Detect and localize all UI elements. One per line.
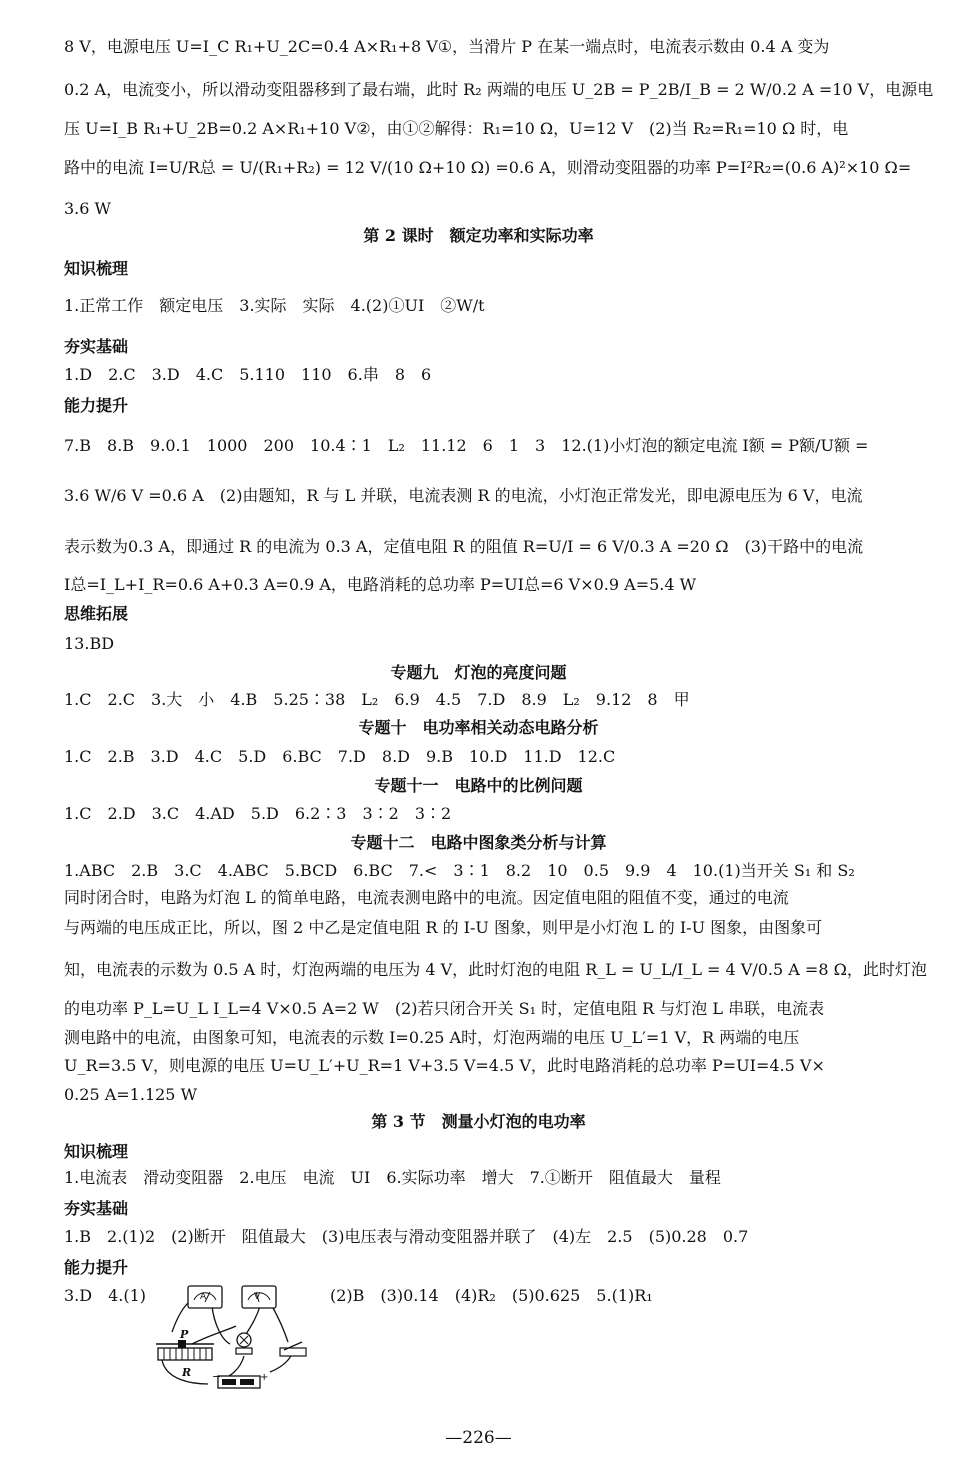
- text-line: 0.25 A=1.125 W: [64, 1085, 198, 1104]
- text-line: 3.D 4.(1): [64, 1286, 147, 1305]
- lesson-heading: 第 2 课时 额定功率和实际功率: [363, 226, 594, 245]
- topic-heading: 专题十 电功率相关动态电路分析: [358, 718, 599, 737]
- page-number: —226—: [445, 1428, 512, 1448]
- text-line: 7.B 8.B 9.0.1 1000 200 10.4∶1 L₂ 11.12 6 1 3 12.(1)小灯泡的额定电流 I额 = P额/U额 =: [64, 436, 869, 455]
- battery: [218, 1376, 260, 1388]
- section-label: 夯实基础: [64, 1199, 129, 1218]
- topic-heading: 专题九 灯泡的亮度问题: [390, 663, 567, 682]
- wire: [272, 1306, 288, 1342]
- ammeter-label: A: [200, 1292, 207, 1302]
- text-line: 1.C 2.C 3.大 小 4.B 5.25∶38 L₂ 6.9 4.5 7.D 8.9 L₂ 9.12 8 甲: [64, 690, 690, 709]
- text-line: 知，电流表的示数为 0.5 A 时，灯泡两端的电压为 4 V，此时灯泡的电阻 R_L = U_L/I_L = 4 V/0.5 A =8 Ω，此时灯泡: [64, 960, 927, 979]
- battery-minus-label: −: [212, 1370, 222, 1383]
- text-line: 测电路中的电流，由图象可知，电流表的示数 I=0.25 A时，灯泡两端的电压 U_L′=1 V，R 两端的电压: [64, 1028, 800, 1047]
- text-line: I总=I_L+I_R=0.6 A+0.3 A=0.9 A，电路消耗的总功率 P=UI总=6 V×0.9 A=5.4 W: [64, 575, 697, 594]
- text-line: 同时闭合时，电路为灯泡 L 的简单电路，电流表测电路中的电流。因定值电阻的阻值不变，通过的电流: [64, 888, 789, 907]
- slider-label: P: [180, 1328, 189, 1341]
- lesson-heading: 第 3 节 测量小灯泡的电功率: [371, 1112, 586, 1131]
- section-label: 夯实基础: [64, 337, 129, 356]
- text-line: 0.2 A，电流变小，所以滑动变阻器移到了最右端，此时 R₂ 两端的电压 U_2B = P_2B/I_B = 2 W/0.2 A =10 V，电源电: [64, 80, 934, 99]
- text-line: 3.6 W/6 V =0.6 A (2)由题知，R 与 L 并联，电流表测 R 的电流，小灯泡正常发光，即电源电压为 6 V，电流: [64, 486, 863, 505]
- rheostat: [156, 1340, 214, 1360]
- topic-heading: 专题十二 电路中图象类分析与计算: [350, 833, 607, 852]
- rheostat-label: R: [182, 1366, 192, 1379]
- text-line: 1.B 2.(1)2 (2)断开 阻值最大 (3)电压表与滑动变阻器并联了 (4)左 2.5 (5)0.28 0.7: [64, 1227, 749, 1246]
- switch: [280, 1342, 306, 1356]
- text-line: U_R=3.5 V，则电源的电压 U=U_L′+U_R=1 V+3.5 V=4.5 V，此时电路消耗的总功率 P=UI=4.5 V×: [64, 1056, 825, 1075]
- text-line: 13.BD: [64, 634, 115, 653]
- text-line: 表示数为0.3 A，即通过 R 的电流为 0.3 A，定值电阻 R 的阻值 R=U/I = 6 V/0.3 A =20 Ω (3)干路中的电流: [64, 537, 864, 556]
- lamp: [236, 1333, 252, 1354]
- text-line: 压 U=I_B R₁+U_2B=0.2 A×R₁+10 V②，由①②解得：R₁=10 Ω，U=12 V (2)当 R₂=R₁=10 Ω 时，电: [64, 119, 849, 138]
- section-label: 知识梳理: [64, 1142, 129, 1161]
- wire: [270, 1354, 292, 1372]
- section-label: 能力提升: [64, 1258, 129, 1277]
- section-label: 知识梳理: [64, 259, 129, 278]
- battery-plus-label: +: [260, 1372, 269, 1383]
- text-line: 1.C 2.D 3.C 4.AD 5.D 6.2∶3 3∶2 3∶2: [64, 804, 452, 823]
- text-line: 1.D 2.C 3.D 4.C 5.110 110 6.串 8 6: [64, 365, 432, 384]
- voltmeter-label: V: [254, 1292, 261, 1302]
- text-line: 1.C 2.B 3.D 4.C 5.D 6.BC 7.D 8.D 9.B 10.D 11.D 12.C: [64, 747, 616, 766]
- text-line: 8 V，电源电压 U=I_C R₁+U_2C=0.4 A×R₁+8 V①，当滑片 P 在某一端点时，电流表示数由 0.4 A 变为: [64, 37, 830, 56]
- text-line: 3.6 W: [64, 199, 111, 218]
- text-line: 路中的电流 I=U/R总 = U/(R₁+R₂) = 12 V/(10 Ω+10 Ω) =0.6 A，则滑动变阻器的功率 P=I²R₂=(0.6 A)²×10 Ω=: [64, 158, 912, 177]
- text-line: 的电功率 P_L=U_L I_L=4 V×0.5 A=2 W (2)若只闭合开关 S₁ 时，定值电阻 R 与灯泡 L 串联，电流表: [64, 999, 825, 1018]
- section-label: 能力提升: [64, 396, 129, 415]
- wire: [192, 1326, 236, 1344]
- text-line: 1.电流表 滑动变阻器 2.电压 电流 UI 6.实际功率 增大 7.①断开 阻值最大 量程: [64, 1168, 721, 1187]
- wire: [212, 1306, 230, 1344]
- circuit-figure: [152, 1284, 322, 1392]
- text-line: 1.ABC 2.B 3.C 4.ABC 5.BCD 6.BC 7.< 3∶1 8.2 10 0.5 9.9 4 10.(1)当开关 S₁ 和 S₂: [64, 861, 855, 880]
- text-line: 1.正常工作 额定电压 3.实际 实际 4.(2)①UI ②W/t: [64, 296, 485, 315]
- section-label: 思维拓展: [64, 604, 129, 623]
- topic-heading: 专题十一 电路中的比例问题: [374, 776, 583, 795]
- text-line: 与两端的电压成正比，所以，图 2 中乙是定值电阻 R 的 I-U 图象，则甲是小灯泡 L 的 I-U 图象，由图象可: [64, 918, 823, 937]
- text-line: (2)B (3)0.14 (4)R₂ (5)0.625 5.(1)R₁: [330, 1286, 653, 1305]
